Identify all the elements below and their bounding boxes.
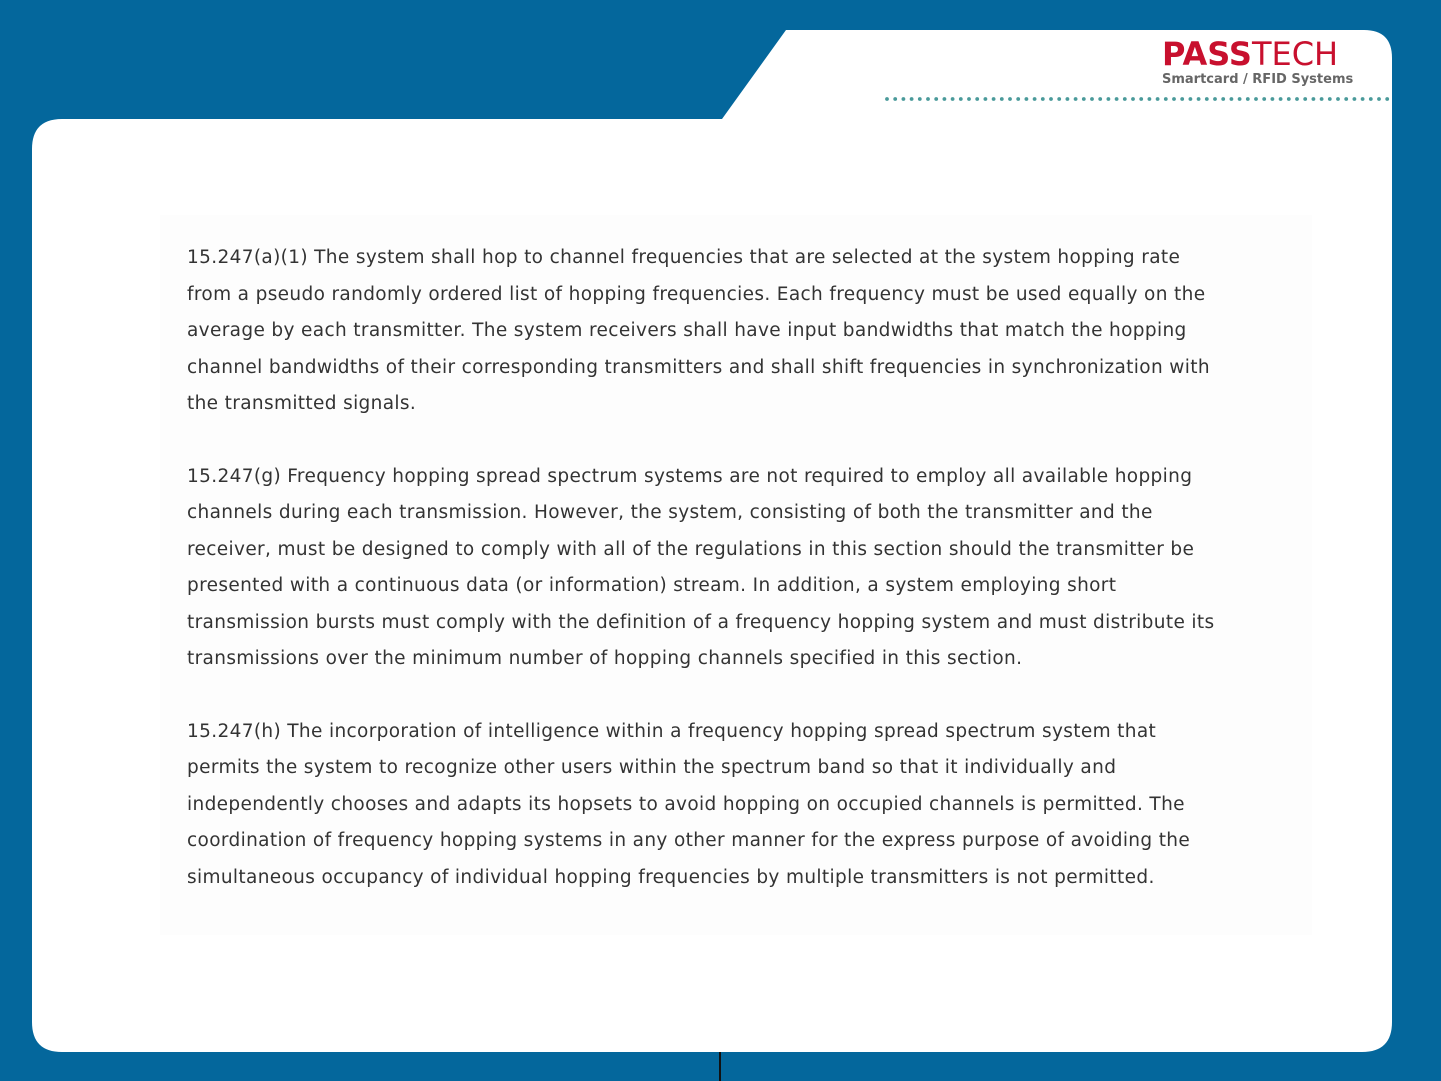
- divider-dot: [1385, 97, 1389, 101]
- divider-dot: [1279, 97, 1283, 101]
- divider-dot: [918, 97, 922, 101]
- divider-dot: [1049, 97, 1053, 101]
- paragraph-15-247-a1: [187, 240, 1267, 423]
- text-line: transmissions over the minimum number of hopping channels specified in this section.: [187, 648, 1023, 669]
- divider-dot: [1082, 97, 1086, 101]
- divider-dot: [1016, 97, 1020, 101]
- divider-dot: [1098, 97, 1102, 101]
- divider-dot: [992, 97, 996, 101]
- divider-dot: [1336, 97, 1340, 101]
- text-line: average by each transmitter. The system receivers shall have input bandwidths that match the hopping: [187, 320, 1187, 341]
- logo-pass: PASS: [1162, 35, 1252, 73]
- divider-dot: [1197, 97, 1201, 101]
- divider-dot: [1139, 97, 1143, 101]
- divider-dot: [1328, 97, 1332, 101]
- divider-dot: [1033, 97, 1037, 101]
- paragraph-15-247-g: [187, 459, 1267, 678]
- divider-dot: [1221, 97, 1225, 101]
- divider-dot: [885, 97, 889, 101]
- text-line: from a pseudo randomly ordered list of hopping frequencies. Each frequency must be used equally on the: [187, 283, 1206, 305]
- divider-dot: [1123, 97, 1127, 101]
- passtech-logo: [1162, 35, 1372, 87]
- divider-dot: [910, 97, 914, 101]
- divider-dot: [1115, 97, 1119, 101]
- divider-dot: [1238, 97, 1242, 101]
- divider-dot: [1131, 97, 1135, 101]
- divider-dot: [893, 97, 897, 101]
- divider-dot: [902, 97, 906, 101]
- divider-dot: [1172, 97, 1176, 101]
- text-line: the transmitted signals.: [187, 393, 417, 414]
- text-line: 15.247(g) Frequency hopping spread spectrum systems are not required to employ all available hopping: [187, 465, 1193, 487]
- regulation-text: [187, 240, 1267, 932]
- divider-dot: [984, 97, 988, 101]
- divider-dot: [1344, 97, 1348, 101]
- text-line: 15.247(h) The incorporation of intelligence within a frequency hopping spread spectrum system that: [187, 720, 1157, 742]
- logo-tagline: Smartcard / RFID Systems: [1162, 72, 1354, 87]
- text-line: permits the system to recognize other users within the spectrum band so that it individually and: [187, 757, 1117, 778]
- text-line: channel bandwidths of their corresponding transmitters and shall shift frequencies in synchronization with: [187, 356, 1210, 378]
- divider-dot: [1262, 97, 1266, 101]
- text-line: transmission bursts must comply with the definition of a frequency hopping system and must distribute its: [187, 611, 1215, 633]
- divider-dot: [1090, 97, 1094, 101]
- divider-dot: [1230, 97, 1234, 101]
- logo-wordmark: [1162, 35, 1372, 73]
- bottom-divider: [719, 1052, 721, 1081]
- divider-dot: [943, 97, 947, 101]
- divider-dot: [1377, 97, 1381, 101]
- text-line: independently chooses and adapts its hopsets to avoid hopping on occupied channels is permitted. The: [187, 793, 1185, 815]
- divider-dot: [1205, 97, 1209, 101]
- divider-dot: [975, 97, 979, 101]
- text-line: simultaneous occupancy of individual hopping frequencies by multiple transmitters is not permitted.: [187, 866, 1155, 888]
- text-line: coordination of frequency hopping systems in any other manner for the express purpose of avoiding the: [187, 830, 1191, 851]
- paragraph-15-247-h: [187, 714, 1267, 897]
- text-line: channels during each transmission. However, the system, consisting of both the transmitter and the: [187, 502, 1153, 523]
- divider-dot: [1074, 97, 1078, 101]
- divider-dot: [1312, 97, 1316, 101]
- divider-dot: [1246, 97, 1250, 101]
- divider-dot: [1180, 97, 1184, 101]
- divider-dot: [1287, 97, 1291, 101]
- dotted-divider: [884, 96, 1390, 102]
- divider-dot: [1066, 97, 1070, 101]
- divider-dot: [1353, 97, 1357, 101]
- divider-dot: [1148, 97, 1152, 101]
- text-line: presented with a continuous data (or information) stream. In addition, a system employing short: [187, 575, 1117, 596]
- divider-dot: [1156, 97, 1160, 101]
- divider-dot: [1057, 97, 1061, 101]
- divider-dot: [1189, 97, 1193, 101]
- logo-tech: TECH: [1251, 35, 1339, 73]
- divider-dot: [926, 97, 930, 101]
- divider-dot: [1361, 97, 1365, 101]
- divider-dot: [1369, 97, 1373, 101]
- text-line: receiver, must be designed to comply with all of the regulations in this section should the transmitter be: [187, 538, 1195, 560]
- divider-dot: [1213, 97, 1217, 101]
- divider-dot: [1254, 97, 1258, 101]
- divider-dot: [1271, 97, 1275, 101]
- divider-dot: [1164, 97, 1168, 101]
- divider-dot: [1320, 97, 1324, 101]
- divider-dot: [1008, 97, 1012, 101]
- divider-dot: [1107, 97, 1111, 101]
- divider-dot: [967, 97, 971, 101]
- divider-dot: [1295, 97, 1299, 101]
- divider-dot: [951, 97, 955, 101]
- divider-dot: [934, 97, 938, 101]
- divider-dot: [1303, 97, 1307, 101]
- divider-dot: [1025, 97, 1029, 101]
- divider-dot: [1041, 97, 1045, 101]
- divider-dot: [1000, 97, 1004, 101]
- text-line: 15.247(a)(1) The system shall hop to channel frequencies that are selected at the system hopping rate: [187, 247, 1181, 268]
- divider-dot: [959, 97, 963, 101]
